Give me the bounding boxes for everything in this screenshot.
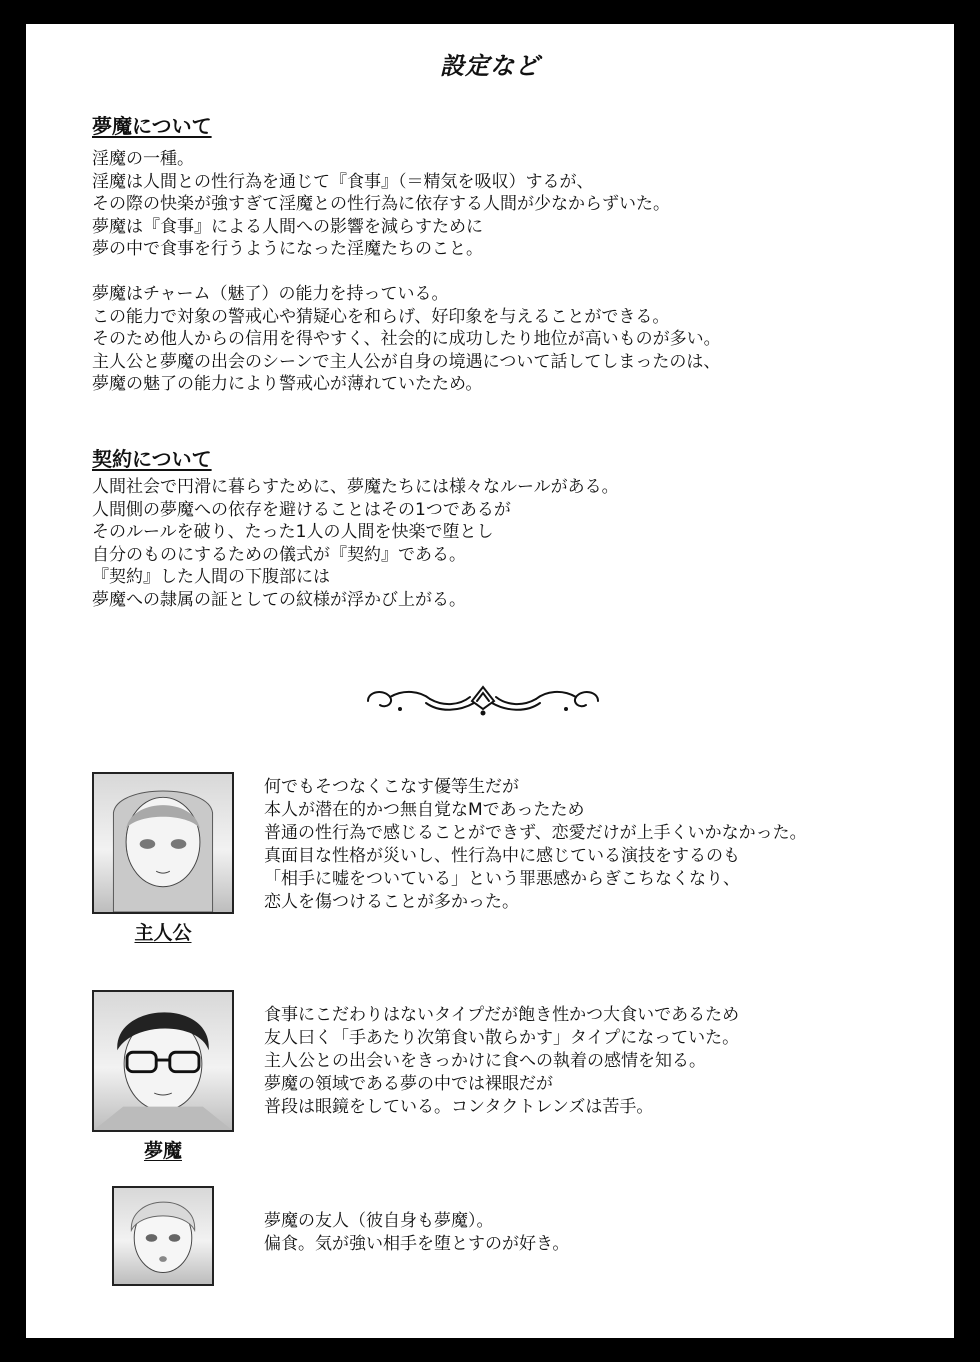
- friend-portrait: [112, 1186, 214, 1286]
- section-contract-para: [92, 476, 619, 611]
- text-line: 夢魔への隷属の証としての紋様が浮かび上がる。: [92, 589, 466, 610]
- friend-description: [264, 1210, 569, 1256]
- text-line: 普段は眼鏡をしている。コンタクトレンズは苦手。: [264, 1097, 654, 1117]
- text-line: 食事にこだわりはないタイプだが飽き性かつ大食いであるため: [264, 1005, 740, 1025]
- muma-portrait: [92, 990, 234, 1132]
- text-line: 本人が潜在的かつ無自覚なMであったため: [264, 800, 585, 820]
- text-line: 「相手に嘘をついている」という罪悪感からぎこちなくなり、: [264, 869, 740, 889]
- section-muma-para2: [92, 283, 721, 396]
- text-line: そのため他人からの信用を得やすく、社会的に成功したり地位が高いものが多い。: [92, 329, 721, 349]
- text-line: 自分のものにするための儀式が『契約』である。: [92, 544, 466, 565]
- text-line: 偏食。気が強い相手を堕とすのが好き。: [264, 1234, 570, 1254]
- ornament-divider: [360, 679, 606, 721]
- text-line: その際の快楽が強すぎて淫魔との性行為に依存する人間が少なからずいた。: [92, 194, 670, 214]
- text-line: 夢魔は『食事』による人間への影響を減らすために: [92, 216, 483, 237]
- text-line: 真面目な性格が災いし、性行為中に感じている演技をするのも: [264, 846, 740, 866]
- text-line: 友人曰く「手あたり次第食い散らかす」タイプになっていた。: [264, 1028, 740, 1048]
- settings-page: [26, 24, 954, 1338]
- text-line: 人間社会で円滑に暮らすために、夢魔たちには様々なルールがある。: [92, 477, 619, 497]
- section-muma-para1: [92, 148, 670, 261]
- portrait-illustration: [94, 992, 232, 1130]
- text-line: 夢の中で食事を行うようになった淫魔たちのこと。: [92, 239, 483, 259]
- text-line: そのルールを破り、たった1人の人間を快楽で堕とし: [92, 522, 494, 542]
- text-line: 夢魔の魅了の能力により警戒心が薄れていたため。: [92, 374, 483, 394]
- text-line: 人間側の夢魔への依存を避けることはその1つであるが: [92, 499, 511, 520]
- text-line: 『契約』した人間の下腹部には: [92, 567, 330, 587]
- portrait-illustration: [114, 1188, 212, 1284]
- portrait-illustration: [94, 774, 232, 912]
- protagonist-name: 主人公: [134, 922, 192, 944]
- page-title: 設定など: [440, 52, 540, 80]
- text-line: 淫魔は人間との性行為を通じて『食事』（＝精気を吸収）するが、: [92, 171, 594, 192]
- text-line: 何でもそつなくこなす優等生だが: [264, 777, 519, 797]
- protagonist-description: [264, 776, 807, 914]
- text-line: 普通の性行為で感じることができず、恋愛だけが上手くいかなかった。: [264, 823, 807, 843]
- text-line: 恋人を傷つけることが多かった。: [264, 892, 519, 912]
- text-line: 主人公と夢魔の出会のシーンで主人公が自身の境遇について話してしまったのは、: [92, 351, 721, 372]
- muma-name: 夢魔: [143, 1140, 182, 1162]
- text-line: 夢魔はチャーム（魅了）の能力を持っている。: [92, 284, 449, 304]
- section-heading-contract: 契約について: [92, 447, 212, 471]
- text-line: 主人公との出会いをきっかけに食への執着の感情を知る。: [264, 1051, 706, 1071]
- text-line: 淫魔の一種。: [92, 149, 194, 169]
- text-line: 夢魔の友人（彼自身も夢魔）。: [264, 1211, 494, 1231]
- protagonist-portrait: [92, 772, 234, 914]
- text-line: 夢魔の領域である夢の中では裸眼だが: [264, 1074, 553, 1094]
- text-line: この能力で対象の警戒心や猜疑心を和らげ、好印象を与えることができる。: [92, 306, 670, 327]
- section-heading-muma: 夢魔について: [92, 114, 212, 138]
- muma-description: [264, 1004, 739, 1119]
